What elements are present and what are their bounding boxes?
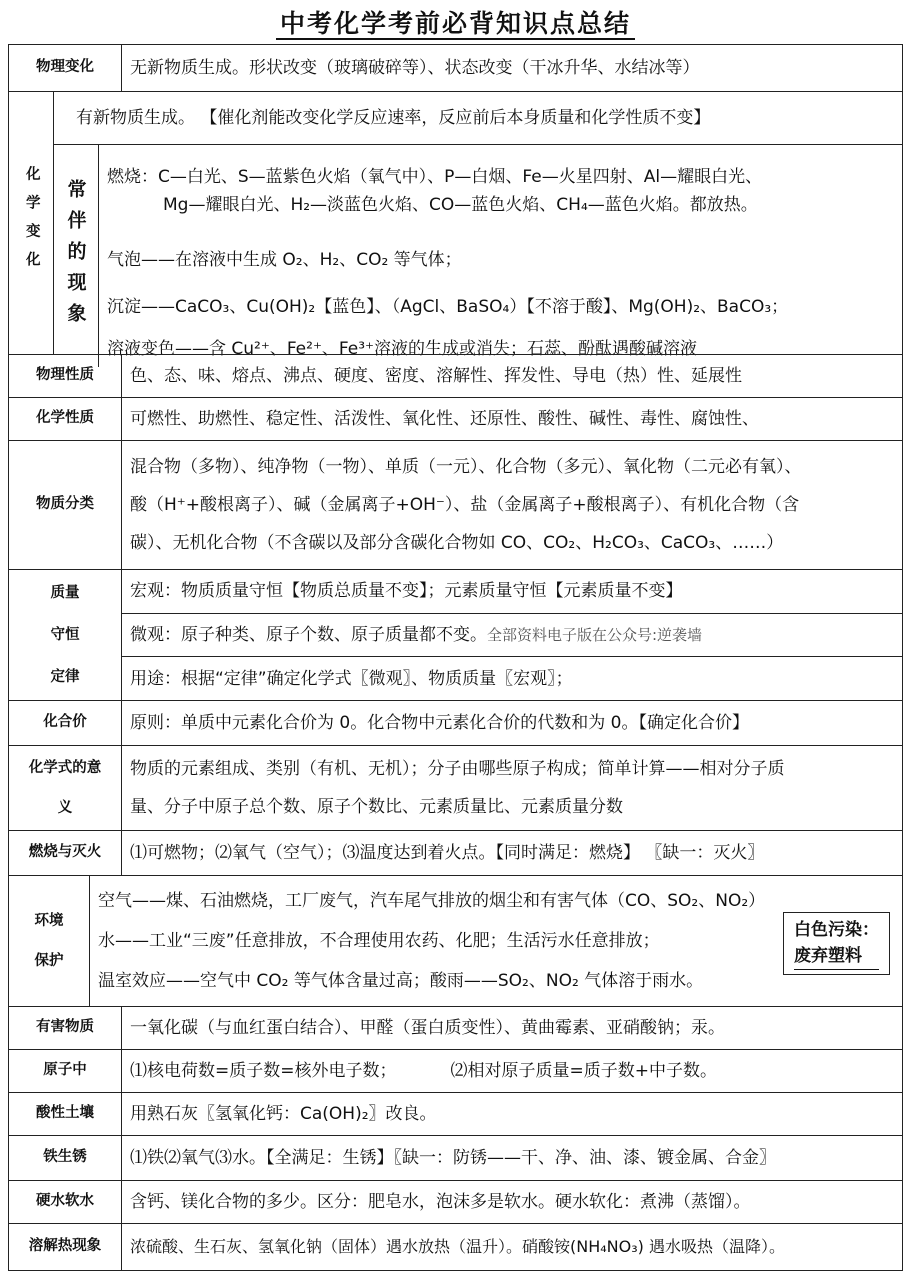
- row-label: 燃烧与灭火: [9, 831, 122, 875]
- row-chemical-props: [8, 397, 903, 441]
- row-content: 混合物（多物）、纯净物（一物）、单质（一元）、化合物（多元）、氧化物（二元必有氧）、 酸（H⁺+酸根离子）、碱（金属离子+OH⁻）、盐（金属离子+酸根离子）、有机化合物（含 碳）、无机化合物（不含碳以及部分含碳化合物如 CO、CO₂、H₂CO₃、CaCO₃、……）: [130, 457, 802, 553]
- row-label: 化合价: [9, 701, 122, 745]
- row-content: 浓硫酸、生石灰、氢氧化钠（固体）遇水放热（温升）。硝酸铵(NH₄NO₃) 遇水吸热（温降）。: [130, 1237, 785, 1256]
- row-label: 化学式的意义: [9, 746, 122, 830]
- row-conservation: [8, 569, 903, 701]
- row-label: 化学变化: [9, 92, 54, 354]
- row-label: 溶解热现象: [9, 1224, 122, 1270]
- row-content: 可燃性、助燃性、稳定性、活泼性、氧化性、还原性、酸性、碱性、毒性、腐蚀性、: [130, 409, 759, 429]
- row-content: 一氧化碳（与血红蛋白结合）、甲醛（蛋白质变性）、黄曲霉素、亚硝酸钠；汞。: [130, 1018, 725, 1038]
- row-physical-change: [8, 44, 903, 92]
- row-content: ⑴核电荷数=质子数=核外电子数； ⑵相对原子质量=质子数+中子数。: [130, 1061, 718, 1081]
- row-label: 化学性质: [9, 398, 122, 440]
- row-physical-props: [8, 354, 903, 398]
- watermark-text: 全部资料电子版在公众号:逆袭墙: [487, 626, 703, 644]
- row-content: 空气——煤、石油燃烧，工厂废气，汽车尾气排放的烟尘和有害气体（CO、SO₂、NO₂） 水——工业“三废”任意排放，不合理使用农药、化肥；生活污水任意排放； 温室效应——空气中 CO₂ 等气体含量过高；酸雨——SO₂、NO₂ 气体溶于雨水。 白色污染： 废弃塑料: [90, 876, 902, 1006]
- row-label: 铁生锈: [9, 1136, 122, 1180]
- row-content: 色、态、味、熔点、沸点、硬度、密度、溶解性、挥发性、导电（热）性、延展性: [130, 366, 742, 386]
- row-chemical-change: [8, 91, 903, 359]
- row-label: 硬水软水: [9, 1181, 122, 1223]
- row-valence: [8, 700, 903, 746]
- row-combustion: [8, 830, 903, 876]
- row-dissolve-heat: [8, 1223, 903, 1271]
- color-change-phenomena: 溶液变色——含 Cu²⁺、Fe²⁺、Fe³⁺溶液的生成或消失；石蕊、酚酞遇酸碱溶液: [107, 339, 698, 359]
- sub-label: 常伴的现象: [54, 145, 99, 367]
- row-content: 有新物质生成。 【催化剂能改变化学反应速率，反应前后本身质量和化学性质不变】: [76, 108, 711, 128]
- row-content: 含钙、镁化合物的多少。区分：肥皂水，泡沫多是软水。硬水软化：煮沸（蒸馏）。: [130, 1192, 751, 1212]
- row-content: 用熟石灰〖氢氧化钙：Ca(OH)₂〗改良。: [130, 1104, 437, 1124]
- row-harmful: [8, 1006, 903, 1050]
- bubbles-phenomena: 气泡——在溶液中生成 O₂、H₂、CO₂ 等气体；: [107, 250, 462, 270]
- row-label: 原子中: [9, 1050, 122, 1092]
- row-rust: [8, 1135, 903, 1181]
- macro-line: 宏观：物质质量守恒【物质总质量不变】；元素质量守恒【元素质量不变】: [130, 581, 683, 602]
- precipitate-phenomena: 沉淀——CaCO₃、Cu(OH)₂【蓝色】、（AgCl、BaSO₄）【不溶于酸】、Mg(OH)₂、BaCO₃；: [107, 297, 789, 317]
- page-title: 中考化学考前必背知识点总结: [0, 4, 911, 40]
- burning-phenomena: 燃烧：C—白光、S—蓝紫色火焰（氧气中）、P—白烟、Fe—火星四射、Al—耀眼白光、 Mg—耀眼白光、H₂—淡蓝色火焰、CO—蓝色火焰、CH₄—蓝色火焰。都放热。: [107, 167, 763, 215]
- row-hard-water: [8, 1180, 903, 1224]
- use-line: 用途：根据“定律”确定化学式〖微观〗、物质质量〖宏观〗；: [122, 656, 902, 700]
- row-label: 质量守恒定律: [9, 570, 122, 700]
- row-content: 无新物质生成。形状改变（玻璃破碎等）、状态改变（干冰升华、水结冰等）: [130, 58, 700, 78]
- micro-line: 微观：原子种类、原子个数、原子质量都不变。 全部资料电子版在公众号:逆袭墙: [122, 613, 902, 657]
- row-environment: [8, 875, 903, 1007]
- white-pollution-box: 白色污染： 废弃塑料: [783, 912, 890, 975]
- row-classification: [8, 440, 903, 570]
- row-content: ⑴可燃物；⑵氧气（空气）；⑶温度达到着火点。【同时满足：燃烧】 〖缺一：灭火〗: [130, 843, 765, 863]
- row-content: 原则：单质中元素化合价为 0。化合物中元素化合价的代数和为 0。【确定化合价】: [130, 713, 749, 733]
- row-content: 物质的元素组成、类别（有机、无机）；分子由哪些原子构成；简单计算——相对分子质 量、分子中原子总个数、原子个数比、元素质量比、元素质量分数: [130, 759, 785, 817]
- row-label: 有害物质: [9, 1007, 122, 1049]
- row-label: 物理性质: [9, 355, 122, 397]
- row-label: 环境保护: [9, 876, 90, 1006]
- row-label: 酸性土壤: [9, 1093, 122, 1135]
- row-formula-meaning: [8, 745, 903, 831]
- row-label: 物理变化: [9, 45, 122, 91]
- row-atom: [8, 1049, 903, 1093]
- row-acid-soil: [8, 1092, 903, 1136]
- row-label: 物质分类: [9, 441, 122, 569]
- row-content: ⑴铁⑵氧气⑶水。【全满足：生锈】〖缺一：防锈——干、净、油、漆、镀金属、合金〗: [130, 1148, 776, 1168]
